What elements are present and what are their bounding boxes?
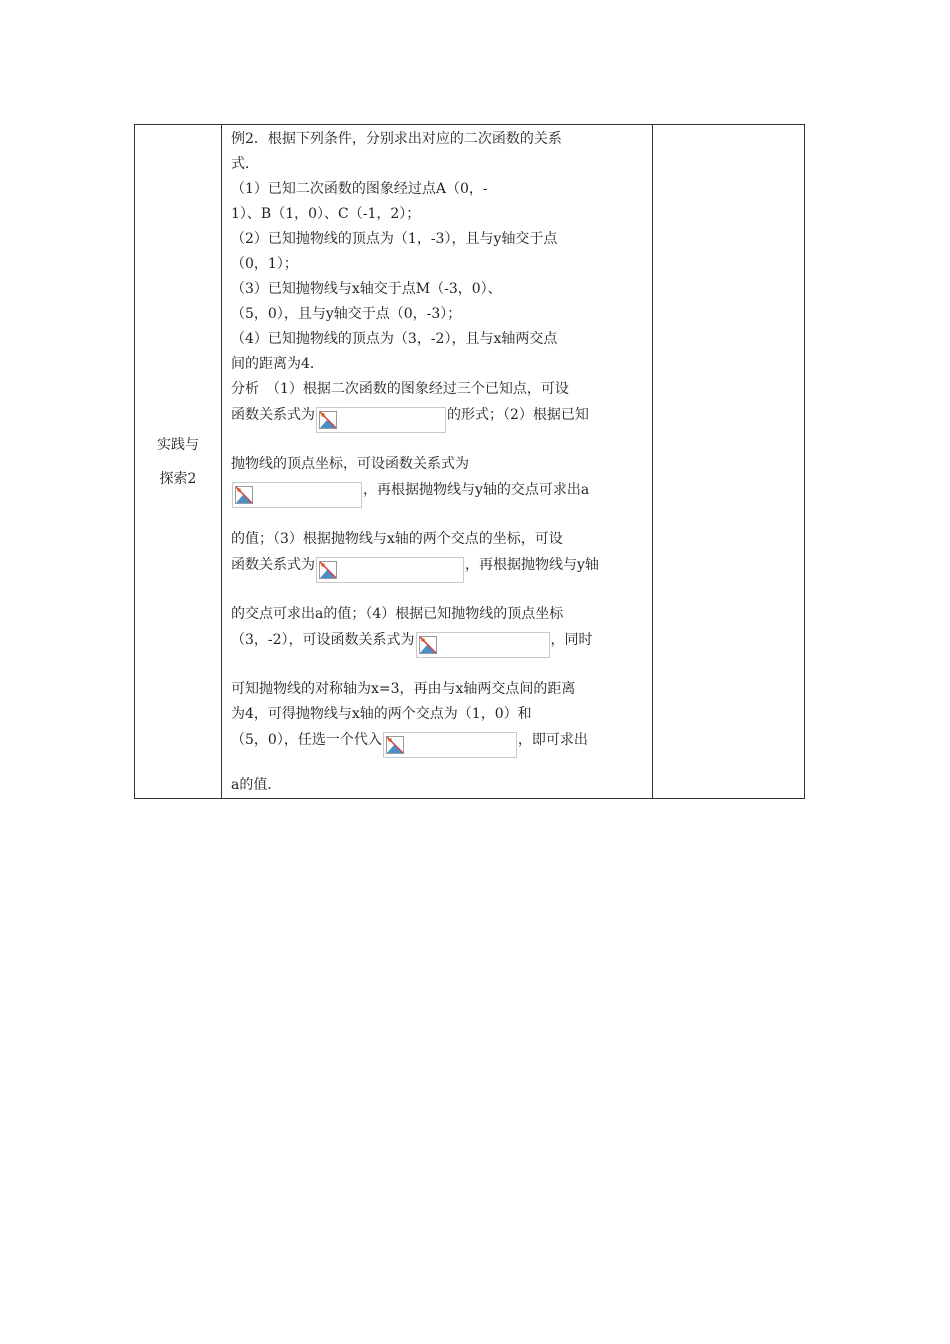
example-line-2: 式． (231, 156, 259, 172)
analysis-line-5: 的值；（3）根据抛物线与x轴的两个交点的坐标，可设 (231, 531, 563, 547)
example-line-9: （4）已知抛物线的顶点为（3，-2），且与x轴两交点 (231, 331, 558, 347)
content-cell (222, 125, 653, 799)
example-line-1: 例2．根据下列条件，分别求出对应的二次函数的关系 (231, 131, 562, 147)
analysis-line-1: 分析 （1）根据二次函数的图象经过三个已知点，可设 (231, 381, 569, 397)
analysis-line-2: 函数关系式为 的形式；（2）根据已知 (231, 402, 643, 452)
example-line-6: （0，1）； (231, 256, 298, 272)
section-label-line1: 实践与 (157, 436, 199, 453)
broken-image-icon (316, 407, 446, 433)
analysis-line-12: a的值． (231, 777, 282, 793)
analysis-line-10: 为4，可得抛物线与x轴的两个交点为（1，0）和 (231, 706, 532, 722)
analysis-line-7: 的交点可求出a的值；（4）根据已知抛物线的顶点坐标 (231, 606, 564, 622)
content-body (222, 125, 652, 798)
notes-cell (653, 125, 805, 799)
analysis-line-4: ，再根据抛物线与y轴的交点可求出a (231, 477, 643, 527)
broken-image-icon (383, 732, 517, 758)
analysis-line-11: （5，0），任选一个代入 ，即可求出 (231, 727, 643, 773)
section-label-line2: 探索2 (159, 470, 197, 487)
analysis-line-3: 抛物线的顶点坐标，可设函数关系式为 (231, 456, 469, 472)
example-line-10: 间的距离为4． (231, 356, 324, 372)
example-line-8: （5，0），且与y轴交于点（0，-3）； (231, 306, 462, 322)
broken-image-icon (232, 482, 362, 508)
analysis-line-6: 函数关系式为 ，再根据抛物线与y轴 (231, 552, 643, 602)
broken-image-icon (416, 632, 550, 658)
example-line-5: （2）已知抛物线的顶点为（1，-3），且与y轴交于点 (231, 231, 558, 247)
lesson-table (134, 124, 805, 799)
example-line-3: （1）已知二次函数的图象经过点A（0，- (231, 181, 488, 197)
broken-image-icon (316, 557, 464, 583)
example-line-4: 1）、B（1，0）、C（-1，2）； (231, 206, 421, 222)
example-line-7: （3）已知抛物线与x轴交于点M（-3，0）、 (231, 281, 502, 297)
section-label-cell (135, 125, 222, 799)
analysis-line-9: 可知抛物线的对称轴为x=3，再由与x轴两交点间的距离 (231, 681, 576, 697)
analysis-line-8: （3，-2），可设函数关系式为 ，同时 (231, 627, 643, 677)
